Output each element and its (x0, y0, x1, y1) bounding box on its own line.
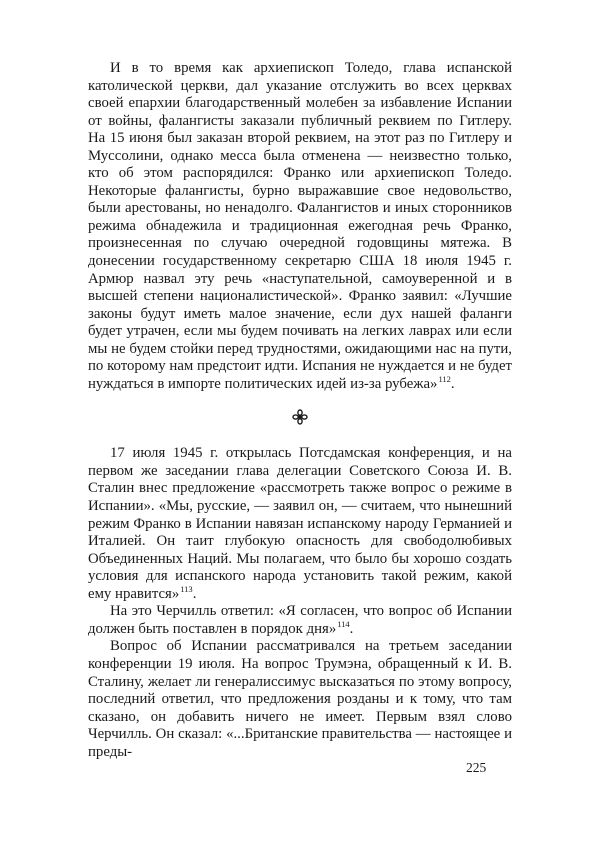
paragraph-text: Вопрос об Испании рассматривался на третьем заседании конференции 19 июля. На вопрос Трумэна, обращенный к И. В. Сталину, желает ли генералиссимус высказаться по этому вопросу, последний ответил, что предложения розданы и к тому, что там сказано, он добавить ничего не имеет. Первым взял слово Черчилль. Он сказал: «...Британские правительства — настоящее и преды- (88, 638, 512, 760)
paragraph-archbishop-requiem: И в то время как архиепископ Толедо, глава испанской католической церкви, дал указание отслужить во всех церквах своей епархии благодарственный молебен за избавление Испании от войны, фалангисты заказали публичный реквием по Гитлеру. На 15 июня был заказан второй реквием, на этот раз по Гитлеру и Муссолини, однако месса была отменена — неизвестно только, кто об этом распорядился: Франко или архиепископ Толедо. Некоторые фалангисты, бурно выражавшие свое недовольство, были арестованы, но ненадолго. Фалангистов и иных сторонников режима обнадежила и традиционная ежегодная речь Франко, произнесенная по случаю очередной годовщины мятежа. В донесении государственному секретарю США 18 июля 1945 г. Армюр назвал эту речь «наступательной, самоуверенной и в высшей степени националистической». Франко заявил: «Лучшие законы будут иметь малое значение, если дух нашей фаланги будет утрачен, если мы будем почивать на легких лаврах или если мы не будем стойки перед трудностями, ожидающими нас на пути, по которому нам предстоит идти. Испания не нуждается и не будет нуждаться в импорте политических идей из-за рубежа»$^{112}$. (88, 60, 512, 392)
footnote-ref: 113 (180, 583, 193, 594)
footnote-ref: 114 (337, 618, 350, 629)
ornament-asterism-icon (292, 409, 308, 425)
page-body (88, 60, 512, 761)
section-divider (88, 407, 512, 425)
paragraph-text: И в то время как архиепископ Толедо, глава испанской католической церкви, дал указание отслужить во всех церквах своей епархии благодарственный молебен за избавление Испании от войны, фалангисты заказали публичный реквием по Гитлеру. На 15 июня был заказан второй реквием, на этот раз по Гитлеру и Муссолини, однако месса была отменена — неизвестно только, кто об этом распорядился: Франко или архиепископ Толедо. Некоторые фалангисты, бурно выражавшие свое недовольство, были арестованы, но ненадолго. Фалангистов и иных сторонников режима обнадежила и традиционная ежегодная речь Франко, произнесенная по случаю очередной годовщины мятежа. В донесении государственному секретарю США 18 июля 1945 г. Армюр назвал эту речь «наступательной, самоуверенной и в высшей степени националистической». Франко заявил: «Лучшие законы будут иметь малое значение, если дух нашей фаланги будет утрачен, если мы будем почивать на легких лаврах или если мы не будем стойки перед трудностями, ожидающими нас на пути, по которому нам предстоит идти. Испания не нуждается и не будет нуждаться в импорте политических идей из-за рубежа» (88, 60, 512, 392)
paragraph-churchill-reply: На это Черчилль ответил: «Я согласен, что вопрос об Испании должен быть поставлен в порядок дня»$^{114}$. (88, 603, 512, 637)
footnote-ref: 112 (438, 373, 451, 384)
page-number: 225 (466, 760, 487, 775)
paragraph-text: 17 июля 1945 г. открылась Потсдамская конференция, и на первом же заседании глава делегации Советского Союза И. В. Сталин внес предложение «рассмотреть также вопрос о режиме в Испании». «Мы, русские, — заявил он, — считаем, что нынешний режим Франко в Испании навязан испанскому народу Германией и Италией. Он таит глубокую опасность для свободолюбивых Объединенных Наций. Мы полагаем, что было бы хорошо создать условия для испанского народа установить такой режим, какой ему нравится» (88, 445, 512, 602)
paragraph-third-session (88, 638, 512, 761)
paragraph-text: На это Черчилль ответил: «Я согласен, что вопрос об Испании должен быть поставлен в порядок дня» (88, 603, 512, 637)
paragraph-potsdam-conference: 17 июля 1945 г. открылась Потсдамская конференция, и на первом же заседании глава делегации Советского Союза И. В. Сталин внес предложение «рассмотреть также вопрос о режиме в Испании». «Мы, русские, — заявил он, — считаем, что нынешний режим Франко в Испании навязан испанскому народу Германией и Италией. Он таит глубокую опасность для свободолюбивых Объединенных Наций. Мы полагаем, что было бы хорошо создать условия для испанского народа установить такой режим, какой ему нравится»$^{113}$. (88, 445, 512, 602)
